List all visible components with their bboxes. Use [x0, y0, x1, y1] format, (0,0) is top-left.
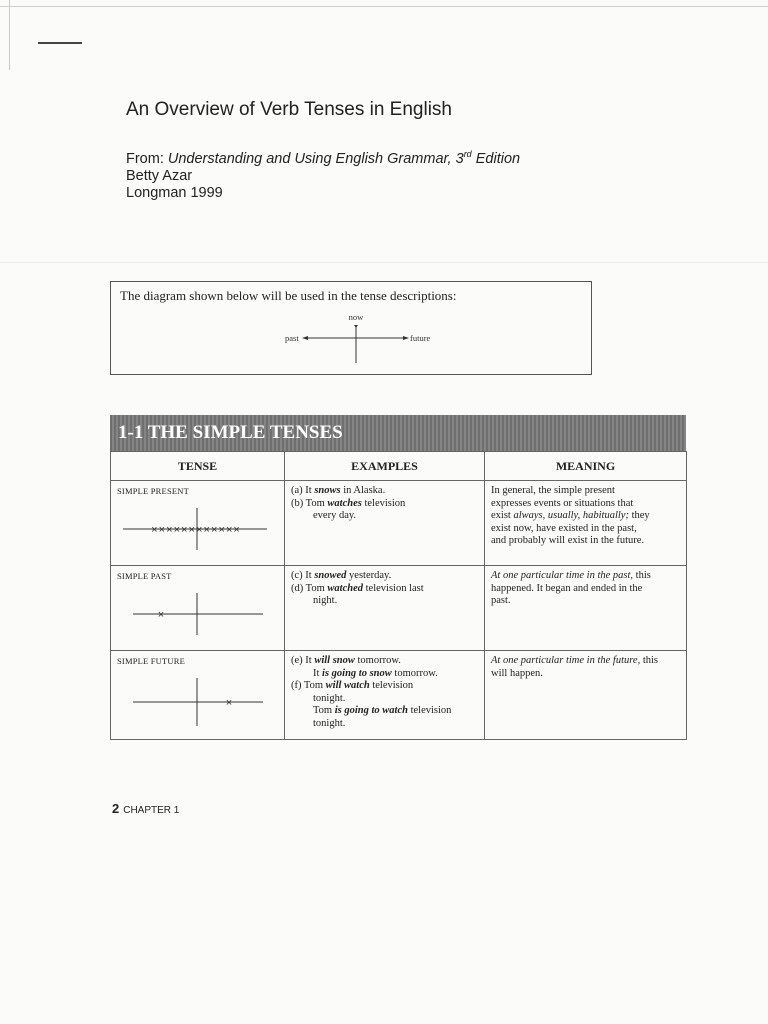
tense-cell: [111, 651, 285, 740]
meaning-line: At one particular time in the past, this: [491, 570, 651, 581]
source-citation: [126, 146, 520, 202]
example-d-continued: night.: [313, 595, 338, 606]
tense-name: SIMPLE FUTURE: [117, 656, 186, 666]
page-number: 2: [112, 801, 120, 816]
meaning-cell: [485, 651, 687, 740]
author: Betty Azar: [126, 167, 193, 184]
meaning-line: and probably will exist in the future.: [491, 535, 645, 546]
examples-cell: [285, 651, 485, 740]
future-label: future: [410, 333, 431, 343]
example-e: (e) It will snow tomorrow.: [291, 655, 401, 666]
meaning-line: happened. It began and ended in the: [491, 582, 643, 594]
meaning-line: will happen.: [491, 667, 543, 679]
examples-cell: [285, 566, 485, 651]
example-d: (d) Tom watched television last: [291, 582, 424, 594]
example-b-continued: every day.: [313, 510, 357, 521]
repeated-x-marks: × × × × × × × × × × × ×: [151, 523, 239, 536]
tenses-table: [110, 451, 687, 740]
table-header-row: [111, 452, 687, 481]
meaning-line: In general, the simple present: [491, 485, 615, 496]
edition-superscript: rd: [463, 149, 472, 159]
past-label: past: [285, 333, 299, 343]
diagram-intro: The diagram shown below will be used in the tense descriptions:: [120, 288, 457, 303]
meaning-line: exist always, usually, habitually; they: [491, 510, 650, 521]
table-row: [111, 566, 687, 651]
example-a: (a) It snows in Alaska.: [291, 485, 386, 496]
example-b: (b) Tom watches television: [291, 497, 406, 509]
future-arrow-icon: [403, 336, 409, 340]
example-f-continued: tonight.: [313, 692, 346, 704]
column-header-examples: EXAMPLES: [285, 452, 485, 481]
scan-fold-line: [0, 262, 768, 263]
x-mark: ×: [157, 608, 165, 621]
scan-edge-top: [0, 6, 768, 7]
timeline-diagram-box: [110, 281, 592, 375]
tense-cell: [111, 566, 285, 651]
tense-name: SIMPLE PAST: [117, 571, 172, 581]
section-title: 1-1 THE SIMPLE TENSES: [110, 415, 686, 451]
scan-mark: [38, 42, 82, 44]
column-header-meaning: MEANING: [485, 452, 687, 481]
table-row: [111, 651, 687, 740]
tense-cell: [111, 481, 285, 566]
book-title: Understanding and Using English Grammar, 3: [167, 150, 464, 167]
scan-edge-left: [9, 0, 10, 70]
timeline-diagram: [111, 282, 591, 374]
past-arrow-icon: [302, 336, 308, 340]
example-c: (c) It snowed yesterday.: [291, 570, 392, 581]
chapter-label: CHAPTER 1: [123, 805, 180, 816]
future-timeline: [117, 674, 277, 726]
now-label: now: [348, 312, 364, 322]
example-f-alternate: Tom is going to watch television: [313, 705, 452, 716]
example-f: (f) Tom will watch television: [291, 680, 414, 691]
meaning-cell: [485, 566, 687, 651]
meaning-line: exist now, have existed in the past,: [491, 522, 637, 534]
edition-word: Edition: [471, 150, 521, 167]
examples-cell: [285, 481, 485, 566]
meaning-line: expresses events or situations that: [491, 497, 634, 509]
from-label: From:: [126, 150, 168, 167]
meaning-cell: [485, 481, 687, 566]
past-timeline: [117, 589, 277, 635]
example-e-alternate: It is going to snow tomorrow.: [313, 667, 438, 679]
column-header-tense: TENSE: [111, 452, 285, 481]
example-f-alternate-continued: tonight.: [313, 717, 346, 729]
source-line: [126, 146, 520, 168]
table-row: [111, 481, 687, 566]
meaning-line: At one particular time in the future, this: [491, 655, 659, 666]
document-title: An Overview of Verb Tenses in English: [126, 99, 452, 120]
simple-tenses-section: [110, 415, 686, 740]
x-mark: ×: [225, 696, 233, 709]
page-footer: [112, 800, 179, 818]
meaning-line: past.: [491, 595, 511, 606]
publisher: Longman 1999: [126, 184, 223, 201]
tense-name: SIMPLE PRESENT: [117, 486, 189, 496]
present-timeline: [117, 504, 277, 550]
